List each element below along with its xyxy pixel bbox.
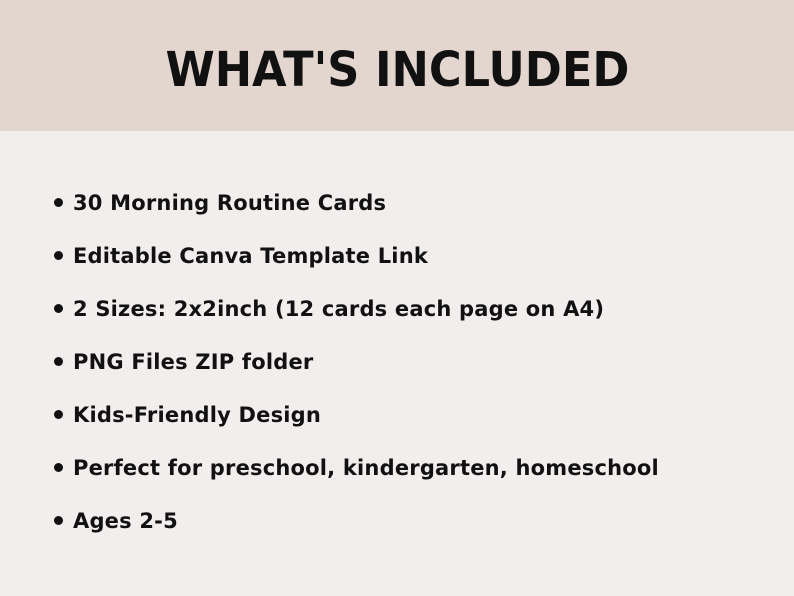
list-item bbox=[54, 494, 659, 547]
list-item bbox=[54, 335, 659, 388]
list-item bbox=[54, 388, 659, 441]
list-item bbox=[54, 282, 659, 335]
bullet-icon bbox=[54, 410, 63, 419]
included-list bbox=[54, 176, 659, 547]
list-item-label: Kids-Friendly Design bbox=[73, 402, 322, 427]
bullet-icon bbox=[54, 198, 63, 207]
header-banner bbox=[0, 0, 794, 131]
bullet-icon bbox=[54, 516, 63, 525]
list-item-label: Editable Canva Template Link bbox=[73, 243, 429, 268]
bullet-icon bbox=[54, 463, 63, 472]
list-item-label: PNG Files ZIP folder bbox=[73, 349, 314, 374]
bullet-icon bbox=[54, 357, 63, 366]
list-item-label: Ages 2-5 bbox=[73, 508, 178, 533]
list-item bbox=[54, 229, 659, 282]
list-item-label: 2 Sizes: 2x2inch (12 cards each page on A4) bbox=[73, 296, 605, 321]
list-item-label: Perfect for preschool, kindergarten, homeschool bbox=[73, 455, 659, 480]
page-title: WHAT'S INCLUDED bbox=[165, 41, 629, 98]
list-item bbox=[54, 441, 659, 494]
list-item-label: 30 Morning Routine Cards bbox=[73, 190, 387, 215]
bullet-icon bbox=[54, 251, 63, 260]
list-item bbox=[54, 176, 659, 229]
bullet-icon bbox=[54, 304, 63, 313]
